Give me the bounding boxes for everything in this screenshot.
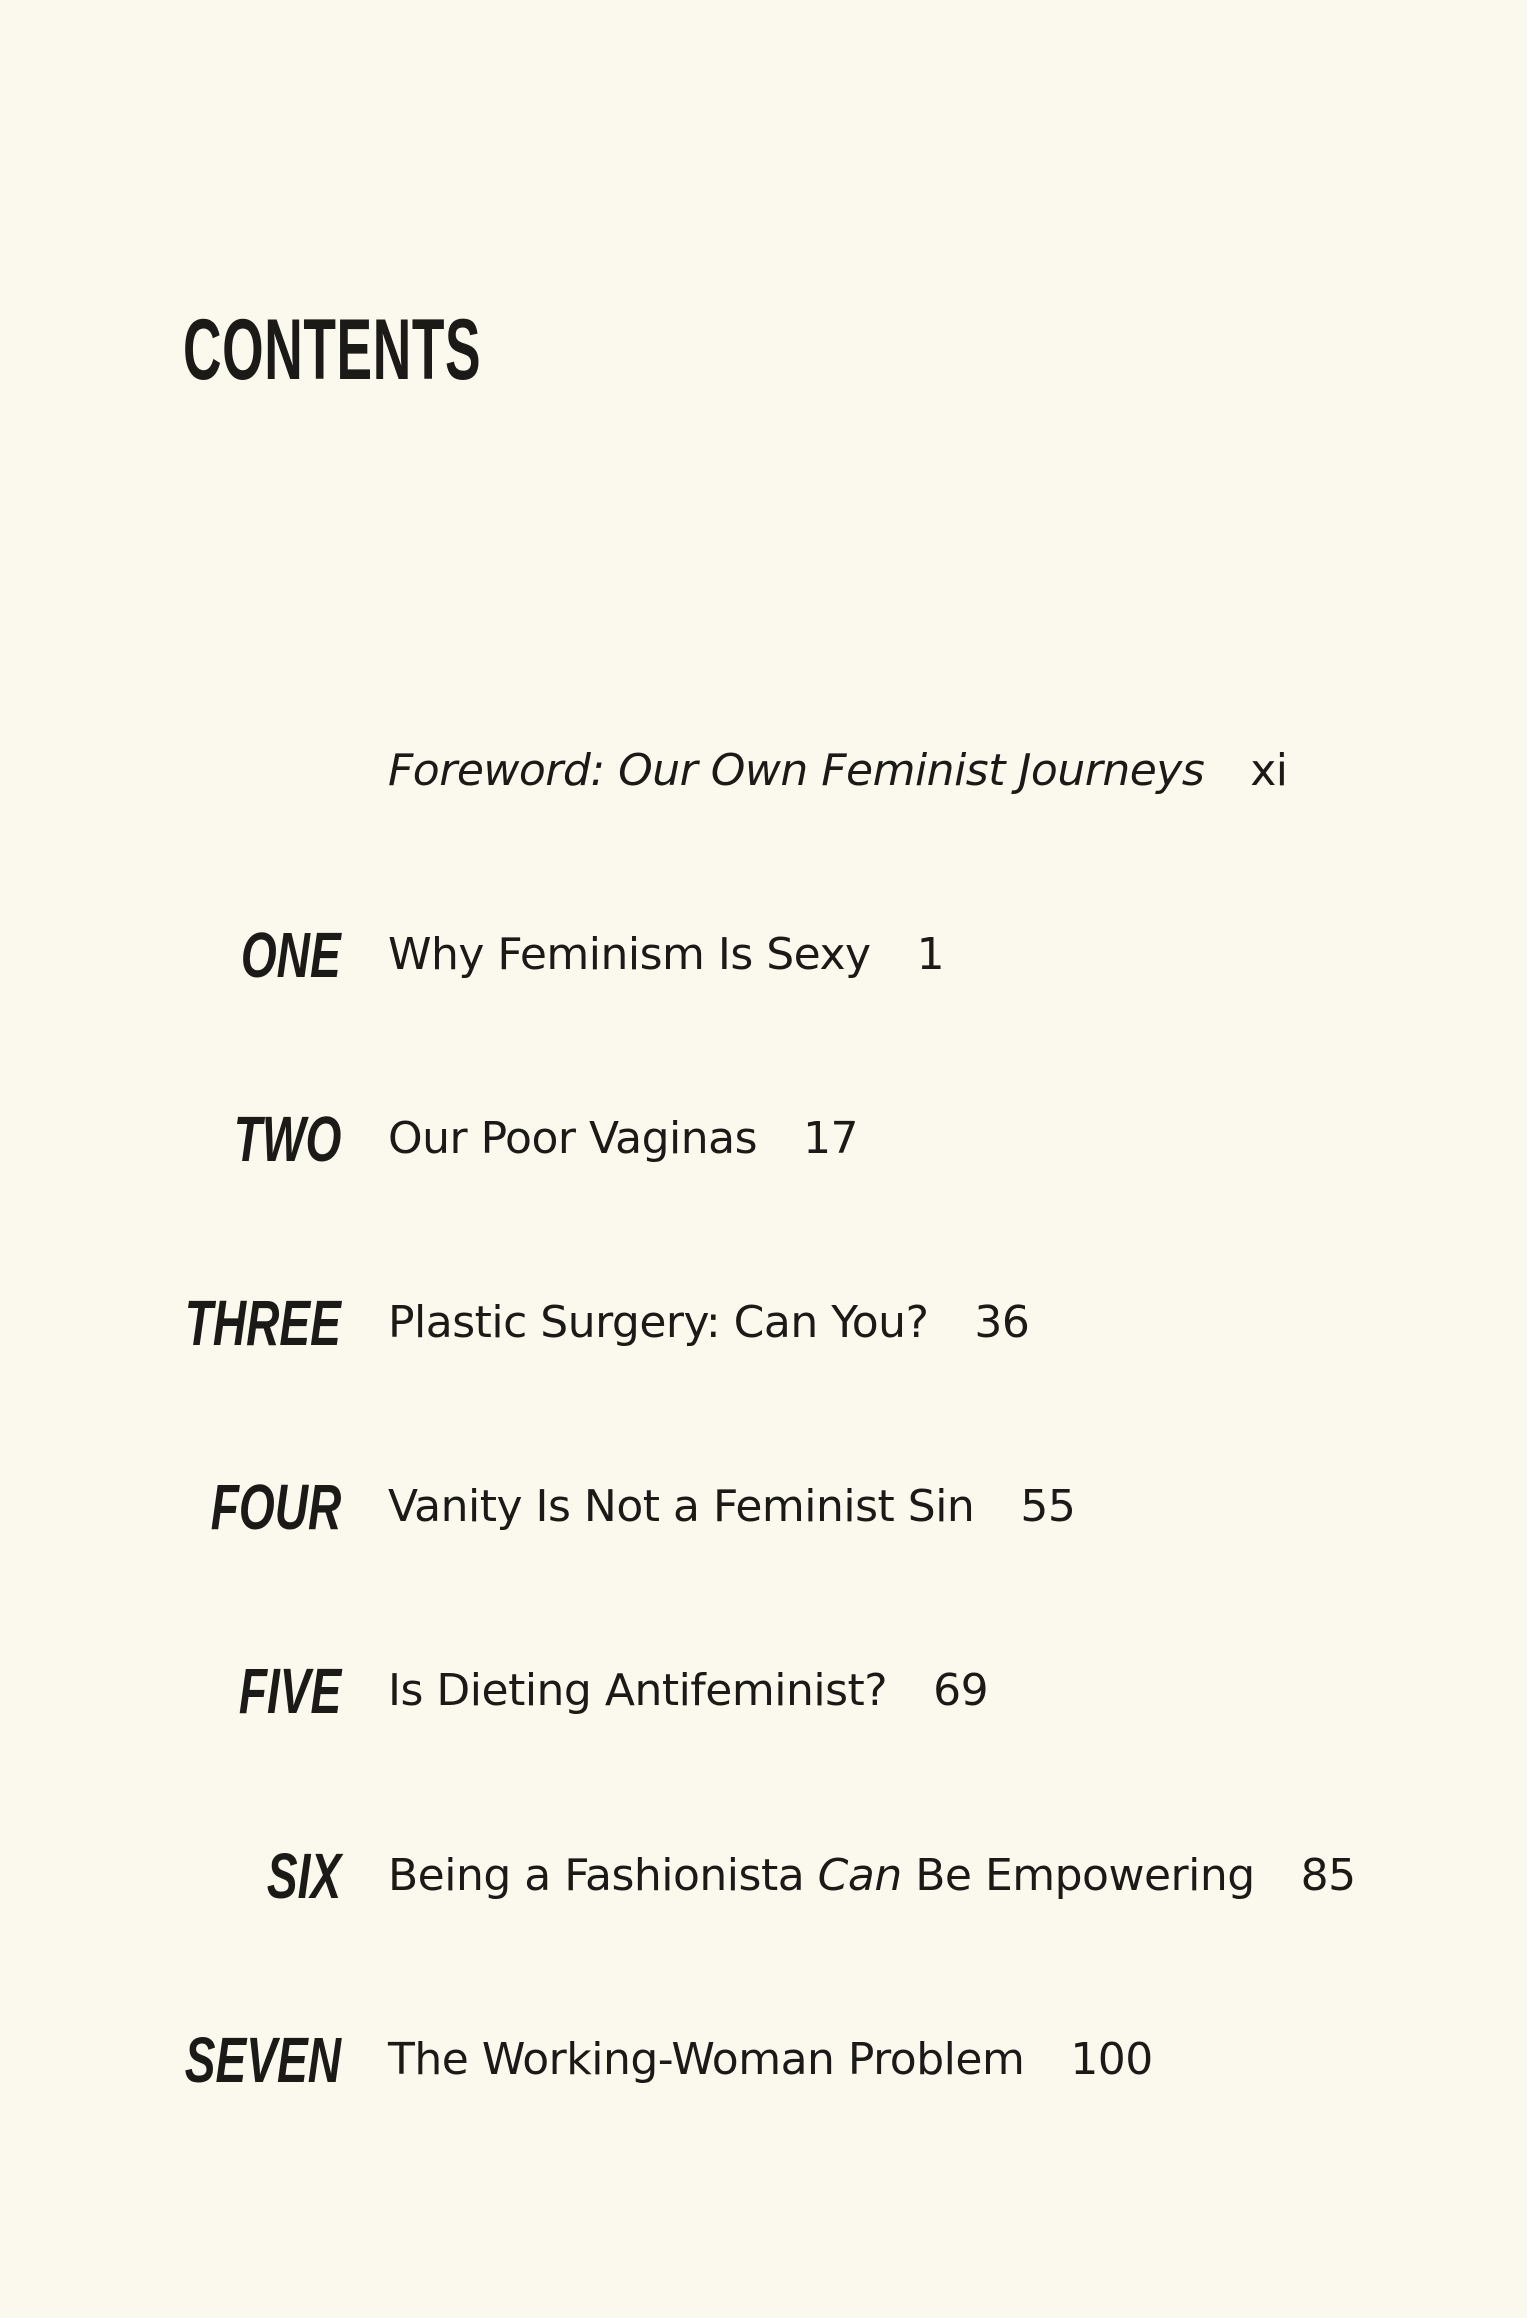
chapter-number: SEVEN [184,2024,341,2096]
chapter-page-number: 36 [974,1297,1030,1348]
toc-entry-chapter-two [0,1099,1527,1179]
chapter-number: TWO [233,1103,341,1175]
toc-entry-text [388,731,1288,811]
chapter-number: THREE [184,1287,341,1359]
chapter-page-number: 85 [1300,1850,1356,1901]
toc-entry-text [388,1467,1075,1547]
foreword-title: Foreword: Our Own Feminist Journeys [388,745,1205,796]
foreword-page-number: xi [1250,745,1288,796]
chapter-title: Our Poor Vaginas [388,1113,758,1164]
chapter-title: Vanity Is Not a Feminist Sin [388,1481,975,1532]
chapter-page-number: 55 [1020,1481,1076,1532]
toc-entry-chapter-three [0,1283,1527,1363]
page-title: CONTENTS [183,302,482,398]
chapter-title [388,1850,1255,1901]
toc-entry-text [388,915,944,995]
chapter-number: FIVE [238,1655,341,1727]
chapter-title: The Working-Woman Problem [388,2034,1025,2085]
chapter-page-number: 17 [803,1113,859,1164]
chapter-page-number: 69 [933,1665,989,1716]
chapter-title-start: Being a Fashionista [388,1850,818,1901]
chapter-page-number: 100 [1070,2034,1153,2085]
toc-entry-chapter-four [0,1467,1527,1547]
chapter-title-end: Be Empowering [901,1850,1255,1901]
chapter-title: Why Feminism Is Sexy [388,929,871,980]
toc-entry-text [388,1283,1029,1363]
chapter-title: Plastic Surgery: Can You? [388,1297,929,1348]
chapter-number: FOUR [210,1471,341,1543]
chapter-title: Is Dieting Antifeminist? [388,1665,888,1716]
toc-entry-chapter-one [0,915,1527,995]
chapter-number: SIX [266,1840,341,1912]
toc-entry-chapter-five [0,1651,1527,1731]
toc-entry-chapter-seven [0,2020,1527,2100]
chapter-page-number: 1 [916,929,945,980]
chapter-number: ONE [241,919,341,991]
toc-entry-foreword [0,731,1527,811]
toc-entry-text [388,1651,988,1731]
toc-entry-chapter-six [0,1836,1527,1916]
toc-entry-text [388,2020,1153,2100]
toc-entry-text [388,1099,858,1179]
chapter-title-emphasis: Can [817,1850,902,1901]
toc-entry-text [388,1836,1356,1916]
